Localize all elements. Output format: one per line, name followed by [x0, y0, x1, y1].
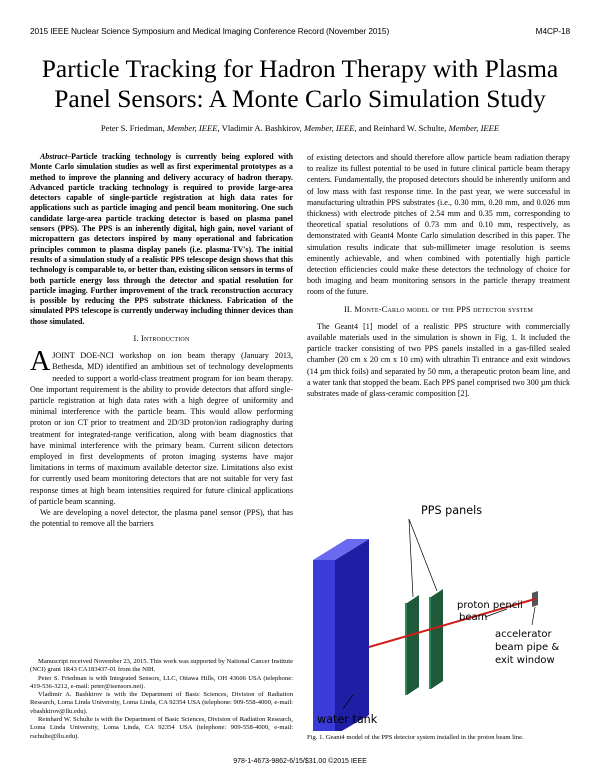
- model-paragraph: The Geant4 [1] model of a realistic PPS structure with commercially available materials used in the simulation is shown in Fig. 1. It included the particle tracker consisting of two PPS panels installed in a gas-filled sealed chamber (20 cm x 20 cm x 10 cm) with ultrathin Ti entrance and exit windows (14 µm thick foils) and separated by 50 mm, a therapeutic proton beam line, and a water tank that stopped the beam. Each PPS panel comprised two 300 µm thick substrates made of glass-ceramic composition [2].: [307, 321, 570, 399]
- label-accelerator: accelerator: [495, 629, 552, 640]
- author-line: [30, 123, 570, 133]
- continued-paragraph: of existing detectors and should therefore allow particle beam radiation therapy to realize its fullest potential to be used in future clinical particle beam therapy centers. Fundamentally, the proposed detectors should be inherently uniform and of low mass with fast response time. In the past year, we were successful in manufacturing ultrathin PPS substrates (i.e., 0.30 mm, 0.20 mm, and 0.026 mm thickness) with electrode pitches of 2.54 mm and 0.35 mm, corresponding to theoretical spatial resolutions of 0.73 mm and 0.10 mm, respectively, as demonstrated with Geant4 Monte Carlo simulation described in this paper. The simulation results indicate that sub-millimeter image resolution is seems eminently achievable, and when combined with potentially high particle detection efficiencies could make these detectors the technology of choice for both imaging and beam monitoring sensors in the particle therapy treatment room of the future.: [307, 153, 570, 297]
- figure-caption: Fig. 1. Geant4 model of the PPS detector system installed in the proton beam line.: [307, 734, 524, 741]
- label-beam-pipe: beam pipe &: [495, 642, 560, 653]
- abstract-text: –Particle tracking technology is currently being explored with Monte Carlo simulation studies as well as first experimental prototypes as a method to improve the planning and delivery accuracy of hadron therapy. Advanced particle tracking technology is required to provide large-area detectors capable of single-particle registration at high data rates for applications such as particle imaging and pencil beam monitoring. One such candidate large-area particle tracking detector is based on plasma panel sensors (PPS). The PPS is an inherently digital, high gain, novel variant of micropattern gas detectors inspired by many operational and fabrication principles common to plasma display panels (i.e. plasma-TV's). The initial results of a simulation study of a realistic PPS telescope design shows that this technology is comparable to, or better than, existing silicon sensors in terms of both particle energy loss through the detector and spatial resolution for particle imaging. Further improvement of the track reconstruction accuracy is possible by reducing the PPS substrate thickness. Fabrication of the simulated PPS telescope is currently underway including thinner devices than those simulated.: [30, 152, 293, 326]
- water-tank-front: [313, 560, 335, 731]
- running-header-right: M4CP-18: [535, 26, 570, 36]
- water-tank-side: [335, 539, 369, 731]
- label-exit-window: exit window: [495, 655, 555, 666]
- pps-panel-1: [407, 595, 419, 695]
- footnote: Reinhard W. Schulte is with the Department of Basic Sciences, Division of Radiation Research, Loma Linda University, Loma Linda, CA 92354 USA (telephone: 909-558-4000, e-mail: rschulte@llu.edu).: [30, 716, 293, 740]
- intro-paragraph: [30, 346, 293, 507]
- label-beam: beam: [459, 612, 488, 623]
- footnotes: [30, 658, 293, 741]
- author-name: , Vladimir A. Bashkirov,: [217, 123, 304, 133]
- section-heading-introduction: I. Introduction: [133, 334, 190, 344]
- author-role: Member, IEEE: [166, 123, 218, 133]
- author-name: Peter S. Friedman,: [100, 123, 167, 133]
- author-name: , and Reinhard W. Schulte,: [354, 123, 449, 133]
- section-heading-monte-carlo: II. Monte-Carlo model of the PPS detector system: [343, 304, 534, 314]
- author-role: Member, IEEE: [303, 123, 355, 133]
- abstract: [30, 152, 293, 327]
- intro-paragraph-2: We are developing a novel detector, the plasma panel sensor (PPS), that has the potential to remove all the barriers: [30, 508, 293, 529]
- pps-panel-1-edge: [405, 603, 407, 695]
- label-water-tank: water tank: [317, 713, 378, 726]
- copyright-footer: 978-1-4673-9862-6/15/$31.00 ©2015 IEEE: [233, 758, 367, 765]
- abstract-label: Abstract: [40, 152, 68, 161]
- footnote: Vladimir A. Bashkirov is with the Department of Basic Sciences, Division of Radiation Research, Loma Linda University, Loma Linda, CA 92354 USA (telephone: 909-558-4000, e-mail: vbashkirov@llu.edu).: [30, 691, 293, 715]
- pps-panel-2: [431, 589, 443, 689]
- right-column: [307, 152, 570, 399]
- figure-geant4-model: [307, 499, 570, 731]
- running-header-left: 2015 IEEE Nuclear Science Symposium and Medical Imaging Conference Record (November 2015): [30, 26, 390, 36]
- label-proton-beam: proton pencil: [457, 600, 523, 611]
- pps-panel-2-edge: [429, 597, 431, 689]
- author-role: Member, IEEE: [448, 123, 500, 133]
- left-column: [30, 152, 293, 530]
- label-pps-panels: PPS panels: [421, 504, 483, 517]
- drop-cap: A: [30, 346, 51, 378]
- paper-title: Particle Tracking for Hadron Therapy with Plasma Panel Sensors: A Monte Carlo Simulation Study: [41, 54, 559, 113]
- footnote: Manuscript received November 23, 2015. This work was supported by National Cancer Institute (NCI) grant 1R43 CA183437-01 from the NIH.: [30, 658, 293, 674]
- intro-paragraph-text: JOINT DOE-NCI workshop on ion beam therapy (January 2013, Bethesda, MD) identified an ambitious set of technology developments needed to support a world-class treatment program for ion beam therapy. One important requirement is the ability to provide detectors that afford single-particle registration at high data rates with a high degree of uniformity and minimal interference with the particle beam. This would allow performing proton or ion CT prior to treatment and 2D/3D proton/ion radiography during treatment for integrated-range verification, along with beam diagnostics that have minimal interference with the primary beam. Current silicon detectors employed in first developments of proton imaging systems have major limitations in terms of maximum available detector size. Limitations also exist for currently used beam monitoring detectors that are not suitable for very fast response times at high beam intensities required for future clinical applications of particle beam scanning.: [30, 351, 293, 506]
- footnote: Peter S. Friedman is with Integrated Sensors, LLC, Ottawa Hills, OH 43606 USA (telephone: 419-536-3212, e-mail: peter@isensors.net).: [30, 674, 293, 690]
